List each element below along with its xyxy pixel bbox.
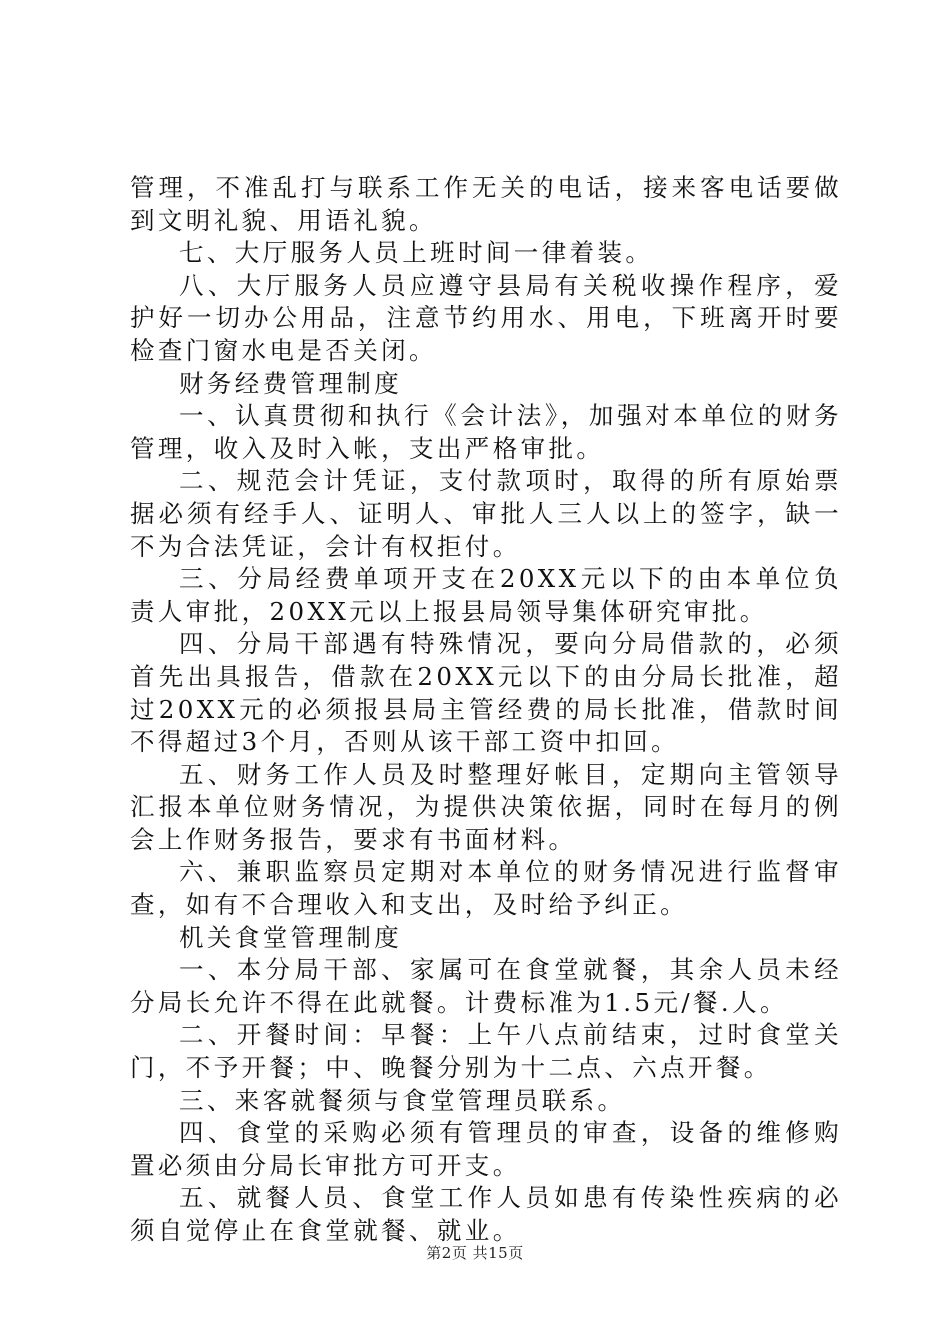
document-body xyxy=(130,172,842,1248)
section-heading-canteen: 机关食堂管理制度 xyxy=(179,922,403,952)
page-number: 第2页 共15页 xyxy=(426,1244,524,1262)
paragraph-finance-6: 六、兼职监察员定期对本单位的财务情况进行监督审查，如有不合理收入和支出，及时给予纠正。 xyxy=(130,857,842,920)
section-heading-finance: 财务经费管理制度 xyxy=(179,368,403,398)
paragraph-canteen-3: 三、来客就餐须与食堂管理员联系。 xyxy=(179,1085,626,1115)
paragraph-canteen-2: 二、开餐时间：早餐：上午八点前结束，过时食堂关门，不予开餐；中、晚餐分别为十二点、六点开餐。 xyxy=(130,1020,842,1083)
paragraph-finance-4: 四、分局干部遇有特殊情况，要向分局借款的，必须首先出具报告，借款在20XX元以下的由分局长批准，超过20XX元的必须报县局主管经费的局长批准，借款时间不得超过3个月，否则从该干部工资中扣回。 xyxy=(130,629,842,757)
paragraph-canteen-4: 四、食堂的采购必须有管理员的审查，设备的维修购置必须由分局长审批方可开支。 xyxy=(130,1118,842,1180)
page-footer xyxy=(0,1243,950,1263)
paragraph-canteen-1: 一、本分局干部、家属可在食堂就餐，其余人员未经分局长允许不得在此就餐。计费标准为1.5元/餐.人。 xyxy=(130,955,842,1017)
paragraph-rule-7: 七、大厅服务人员上班时间一律着装。 xyxy=(179,238,654,268)
paragraph-canteen-5: 五、就餐人员、食堂工作人员如患有传染性疾病的必须自觉停止在食堂就餐、就业。 xyxy=(130,1183,842,1245)
paragraph-finance-3: 三、分局经费单项开支在20XX元以下的由本单位负责人审批，20XX元以上报县局领导集体研究审批。 xyxy=(130,564,842,626)
paragraph-continued: 管理，不准乱打与联系工作无关的电话，接来客电话要做到文明礼貌、用语礼貌。 xyxy=(130,173,842,235)
paragraph-finance-5: 五、财务工作人员及时整理好帐目，定期向主管领导汇报本单位财务情况，为提供决策依据，同时在每月的例会上作财务报告，要求有书面材料。 xyxy=(130,759,842,854)
paragraph-finance-1: 一、认真贯彻和执行《会计法》，加强对本单位的财务管理，收入及时入帐，支出严格审批。 xyxy=(130,401,842,463)
paragraph-finance-2: 二、规范会计凭证，支付款项时，取得的所有原始票据必须有经手人、证明人、审批人三人以上的签字，缺一不为合法凭证，会计有权拒付。 xyxy=(130,466,842,561)
paragraph-rule-8: 八、大厅服务人员应遵守县局有关税收操作程序，爱护好一切办公用品，注意节约用水、用电，下班离开时要检查门窗水电是否关闭。 xyxy=(130,270,842,365)
